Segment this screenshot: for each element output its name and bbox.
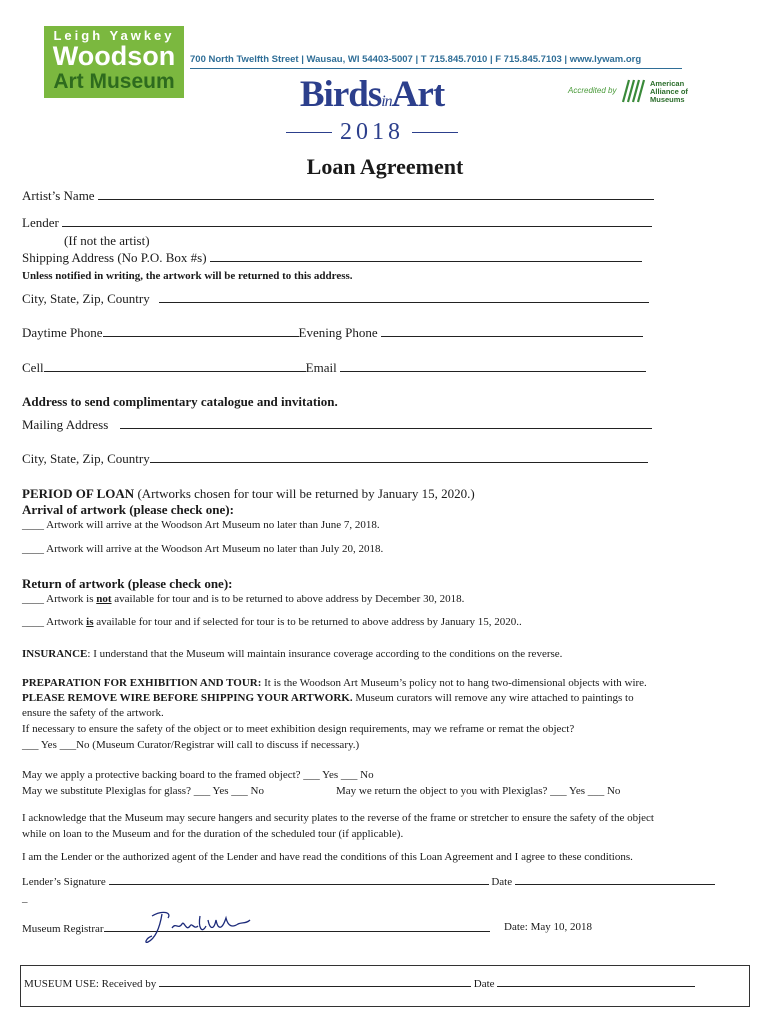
plexiglas-question[interactable]: May we substitute Plexiglas for glass? ___ Yes ___ No [22,785,264,797]
mailing-address-field[interactable] [22,417,652,433]
daytime-phone-blank[interactable] [103,326,299,337]
remove-wire-notice: PLEASE REMOVE WIRE BEFORE SHIPPING YOUR ARTWORK. [22,692,353,704]
lender-blank[interactable] [62,216,652,227]
period-of-loan [22,486,475,502]
city-state-zip-2-label: City, State, Zip, Country [22,451,150,466]
reframe-question: If necessary to ensure the safety of the object or to meet exhibition design requirements, may we reframe or remat the object? [22,723,575,735]
city-state-zip-2-blank[interactable] [150,452,648,463]
backing-board-question[interactable]: May we apply a protective backing board to the framed object? ___ Yes ___ No [22,769,374,781]
shipping-address-label: Shipping Address (No P.O. Box #s) [22,250,207,265]
cell-email-row [22,360,646,376]
return-2-emphasis: is [86,616,94,628]
cell-label: Cell [22,360,44,375]
preparation-line-1 [22,677,647,689]
header-rule [190,68,682,69]
museum-date-label: Date [473,978,495,990]
acknowledgement-line-1: I acknowledge that the Museum may secure hangers and security plates to the reverse of the frame or stretcher to ensure the safety of the object [22,812,654,824]
city-state-zip-2-field[interactable] [22,451,648,467]
event-title-in: in [381,93,392,110]
artist-name-blank[interactable] [98,189,654,200]
event-title-a: Birds [299,74,382,115]
artist-name-field[interactable] [22,188,654,204]
evening-phone-blank[interactable] [381,326,643,337]
lender-agreement: I am the Lender or the authorized agent of the Lender and have read the conditions of this Loan Agreement and I agree to these conditions. [22,851,633,863]
registrar-signature-image [142,908,252,948]
artist-name-label: Artist’s Name [22,188,95,203]
return-option-2[interactable] [22,616,522,628]
return-plexiglas-question[interactable]: May we return the object to you with Plexiglas? ___ Yes ___ No [336,785,621,797]
return-2-text-b: available for tour and if selected for tour is to be returned to above address by January 15, 2020.. [93,616,522,628]
city-state-zip-label: City, State, Zip, Country [22,291,150,306]
shipping-address-blank[interactable] [210,251,642,262]
document-title: Loan Agreement [306,154,464,179]
aam-text: American Alliance of Museums [650,79,688,104]
period-heading: PERIOD OF LOAN [22,486,135,501]
stray-dash: _ [22,892,28,904]
period-note: (Artworks chosen for tour will be returned by January 15, 2020.) [137,486,475,501]
received-by-blank[interactable] [159,976,471,987]
city-state-zip-field[interactable] [22,291,649,307]
preparation-text-1: It is the Woodson Art Museum’s policy not to hang two-dimensional objects with wire. [261,677,647,689]
acknowledgement-line-2: while on loan to the Museum and for the duration of the scheduled tour (if applicable). [22,828,404,840]
lender-label: Lender [22,215,59,230]
arrival-option-2[interactable]: ____ Artwork will arrive at the Woodson Art Museum no later than July 20, 2018. [22,543,384,555]
event-title-b: Art [391,74,445,115]
registrar-date: Date: May 10, 2018 [504,921,592,933]
museum-logo [44,26,184,98]
mailing-address-label: Mailing Address [22,417,109,432]
preparation-heading: PREPARATION FOR EXHIBITION AND TOUR: [22,677,262,689]
return-2-text-a: ____ Artwork [22,616,87,628]
lender-date-blank[interactable] [515,874,715,885]
email-label: Email [305,360,337,375]
museum-address: 700 North Twelfth Street | Wausau, WI 54403-5007 | T 715.845.7010 | F 715.845.7103 | www.lywam.org [190,54,642,65]
return-address-note: Unless notified in writing, the artwork will be returned to this address. [22,270,353,282]
logo-line-1: Leigh Yawkey [53,28,175,43]
return-1-text-a: ____ Artwork is [22,593,97,605]
lender-signature-label: Lender’s Signature [22,876,106,888]
daytime-phone-label: Daytime Phone [22,325,103,340]
insurance-heading: INSURANCE [22,648,88,660]
insurance-paragraph [22,648,562,660]
museum-use-row [24,976,695,990]
event-year: 2018 [286,121,458,143]
evening-phone-label: Evening Phone [298,325,378,340]
birds-in-art-logo [286,76,458,143]
return-option-1[interactable] [22,593,464,605]
lender-signature-field[interactable] [22,874,715,888]
logo-line-3: Art Museum [53,70,175,93]
mailing-address-blank[interactable] [120,418,652,429]
arrival-option-1[interactable]: ____ Artwork will arrive at the Woodson Art Museum no later than June 7, 2018. [22,519,380,531]
lender-field[interactable] [22,215,652,231]
aam-logo-icon [621,76,647,104]
preparation-line-2 [22,692,634,704]
registrar-label: Museum Registrar [22,923,104,935]
lender-signature-blank[interactable] [109,874,489,885]
cell-blank[interactable] [44,361,306,372]
registrar-field [22,921,490,935]
preparation-text-2: Museum curators will remove any wire attached to paintings to [352,692,634,704]
email-blank[interactable] [340,361,646,372]
received-by-label: MUSEUM USE: Received by [24,978,157,990]
catalogue-heading: Address to send complimentary catalogue and invitation. [22,394,338,409]
insurance-text: : I understand that the Museum will maintain insurance coverage according to the conditions on the reverse. [87,648,563,660]
if-not-artist-note: (If not the artist) [64,233,150,248]
city-state-zip-blank[interactable] [159,292,649,303]
logo-line-2: Woodson [52,41,176,71]
phone-row [22,325,643,341]
reframe-answer[interactable]: ___ Yes ___No (Museum Curator/Registrar will call to discuss if necessary.) [22,739,360,751]
preparation-line-3: ensure the safety of the artwork. [22,707,164,719]
return-heading: Return of artwork (please check one): [22,576,233,591]
accredited-label: Accredited by [568,86,617,95]
return-1-text-b: available for tour and is to be returned to above address by December 30, 2018. [111,593,465,605]
arrival-heading: Arrival of artwork (please check one): [22,502,234,517]
lender-date-label: Date [491,876,513,888]
museum-date-blank[interactable] [497,976,695,987]
return-1-emphasis: not [96,593,112,605]
shipping-address-field[interactable] [22,250,642,266]
